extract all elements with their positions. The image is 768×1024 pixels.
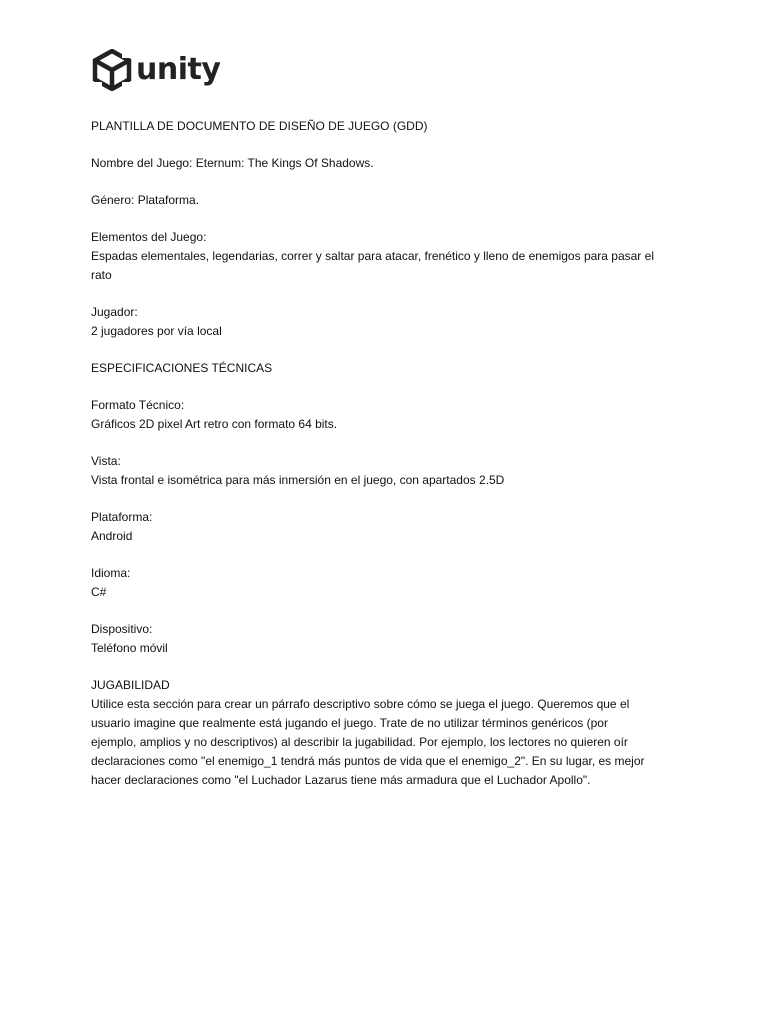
elements-block — [91, 228, 691, 285]
tech-heading: ESPECIFICACIONES TÉCNICAS — [91, 361, 273, 375]
genre-block — [91, 191, 691, 210]
language-value: C# — [91, 585, 107, 599]
gameplay-text-line: ejemplo, amplios y no descriptivos) al describir la jugabilidad. Por ejemplo, los lectores no quieren oír — [91, 735, 628, 749]
gameplay-heading: JUGABILIDAD — [91, 678, 170, 692]
gameplay-text-line: declaraciones como "el enemigo_1 tendrá más puntos de vida que el enemigo_2". En su lugar, es mejor — [91, 754, 645, 768]
gameplay-block — [91, 676, 691, 790]
view-block — [91, 452, 691, 490]
document-title-block — [91, 117, 691, 136]
format-label: Formato Técnico: — [91, 398, 185, 412]
view-value: Vista frontal e isométrica para más inmersión en el juego, con apartados 2.5D — [91, 473, 505, 487]
unity-cube-icon — [92, 49, 132, 91]
language-block — [91, 564, 691, 602]
elements-text-line: Espadas elementales, legendarias, correr y saltar para atacar, frenético y lleno de enemigos para pasar el — [91, 249, 654, 263]
device-block — [91, 620, 691, 658]
unity-logo-text: unity — [136, 52, 221, 87]
gameplay-text-line: hacer declaraciones como "el Luchador Lazarus tiene más armadura que el Luchador Apollo". — [91, 773, 591, 787]
player-label: Jugador: — [91, 305, 138, 319]
device-label: Dispositivo: — [91, 622, 153, 636]
format-block — [91, 396, 691, 434]
elements-label: Elementos del Juego: — [91, 230, 207, 244]
document-title: PLANTILLA DE DOCUMENTO DE DISEÑO DE JUEGO (GDD) — [91, 119, 428, 133]
language-label: Idioma: — [91, 566, 131, 580]
unity-logo — [92, 47, 220, 93]
platform-label: Plataforma: — [91, 510, 153, 524]
tech-heading-block — [91, 359, 691, 378]
player-block — [91, 303, 691, 341]
view-label: Vista: — [91, 454, 121, 468]
document-body — [91, 117, 691, 808]
format-value: Gráficos 2D pixel Art retro con formato 64 bits. — [91, 417, 338, 431]
platform-value: Android — [91, 529, 133, 543]
device-value: Teléfono móvil — [91, 641, 168, 655]
player-value: 2 jugadores por vía local — [91, 324, 222, 338]
gameplay-text-line: usuario imagine que realmente está jugando el juego. Trate de no utilizar términos genéricos (por — [91, 716, 608, 730]
genre: Género: Plataforma. — [91, 193, 200, 207]
gameplay-text-line: Utilice esta sección para crear un párrafo descriptivo sobre cómo se juega el juego. Queremos que el — [91, 697, 630, 711]
game-name-block — [91, 154, 691, 173]
elements-text-line: rato — [91, 268, 112, 282]
game-name: Nombre del Juego: Eternum: The Kings Of Shadows. — [91, 156, 374, 170]
platform-block — [91, 508, 691, 546]
